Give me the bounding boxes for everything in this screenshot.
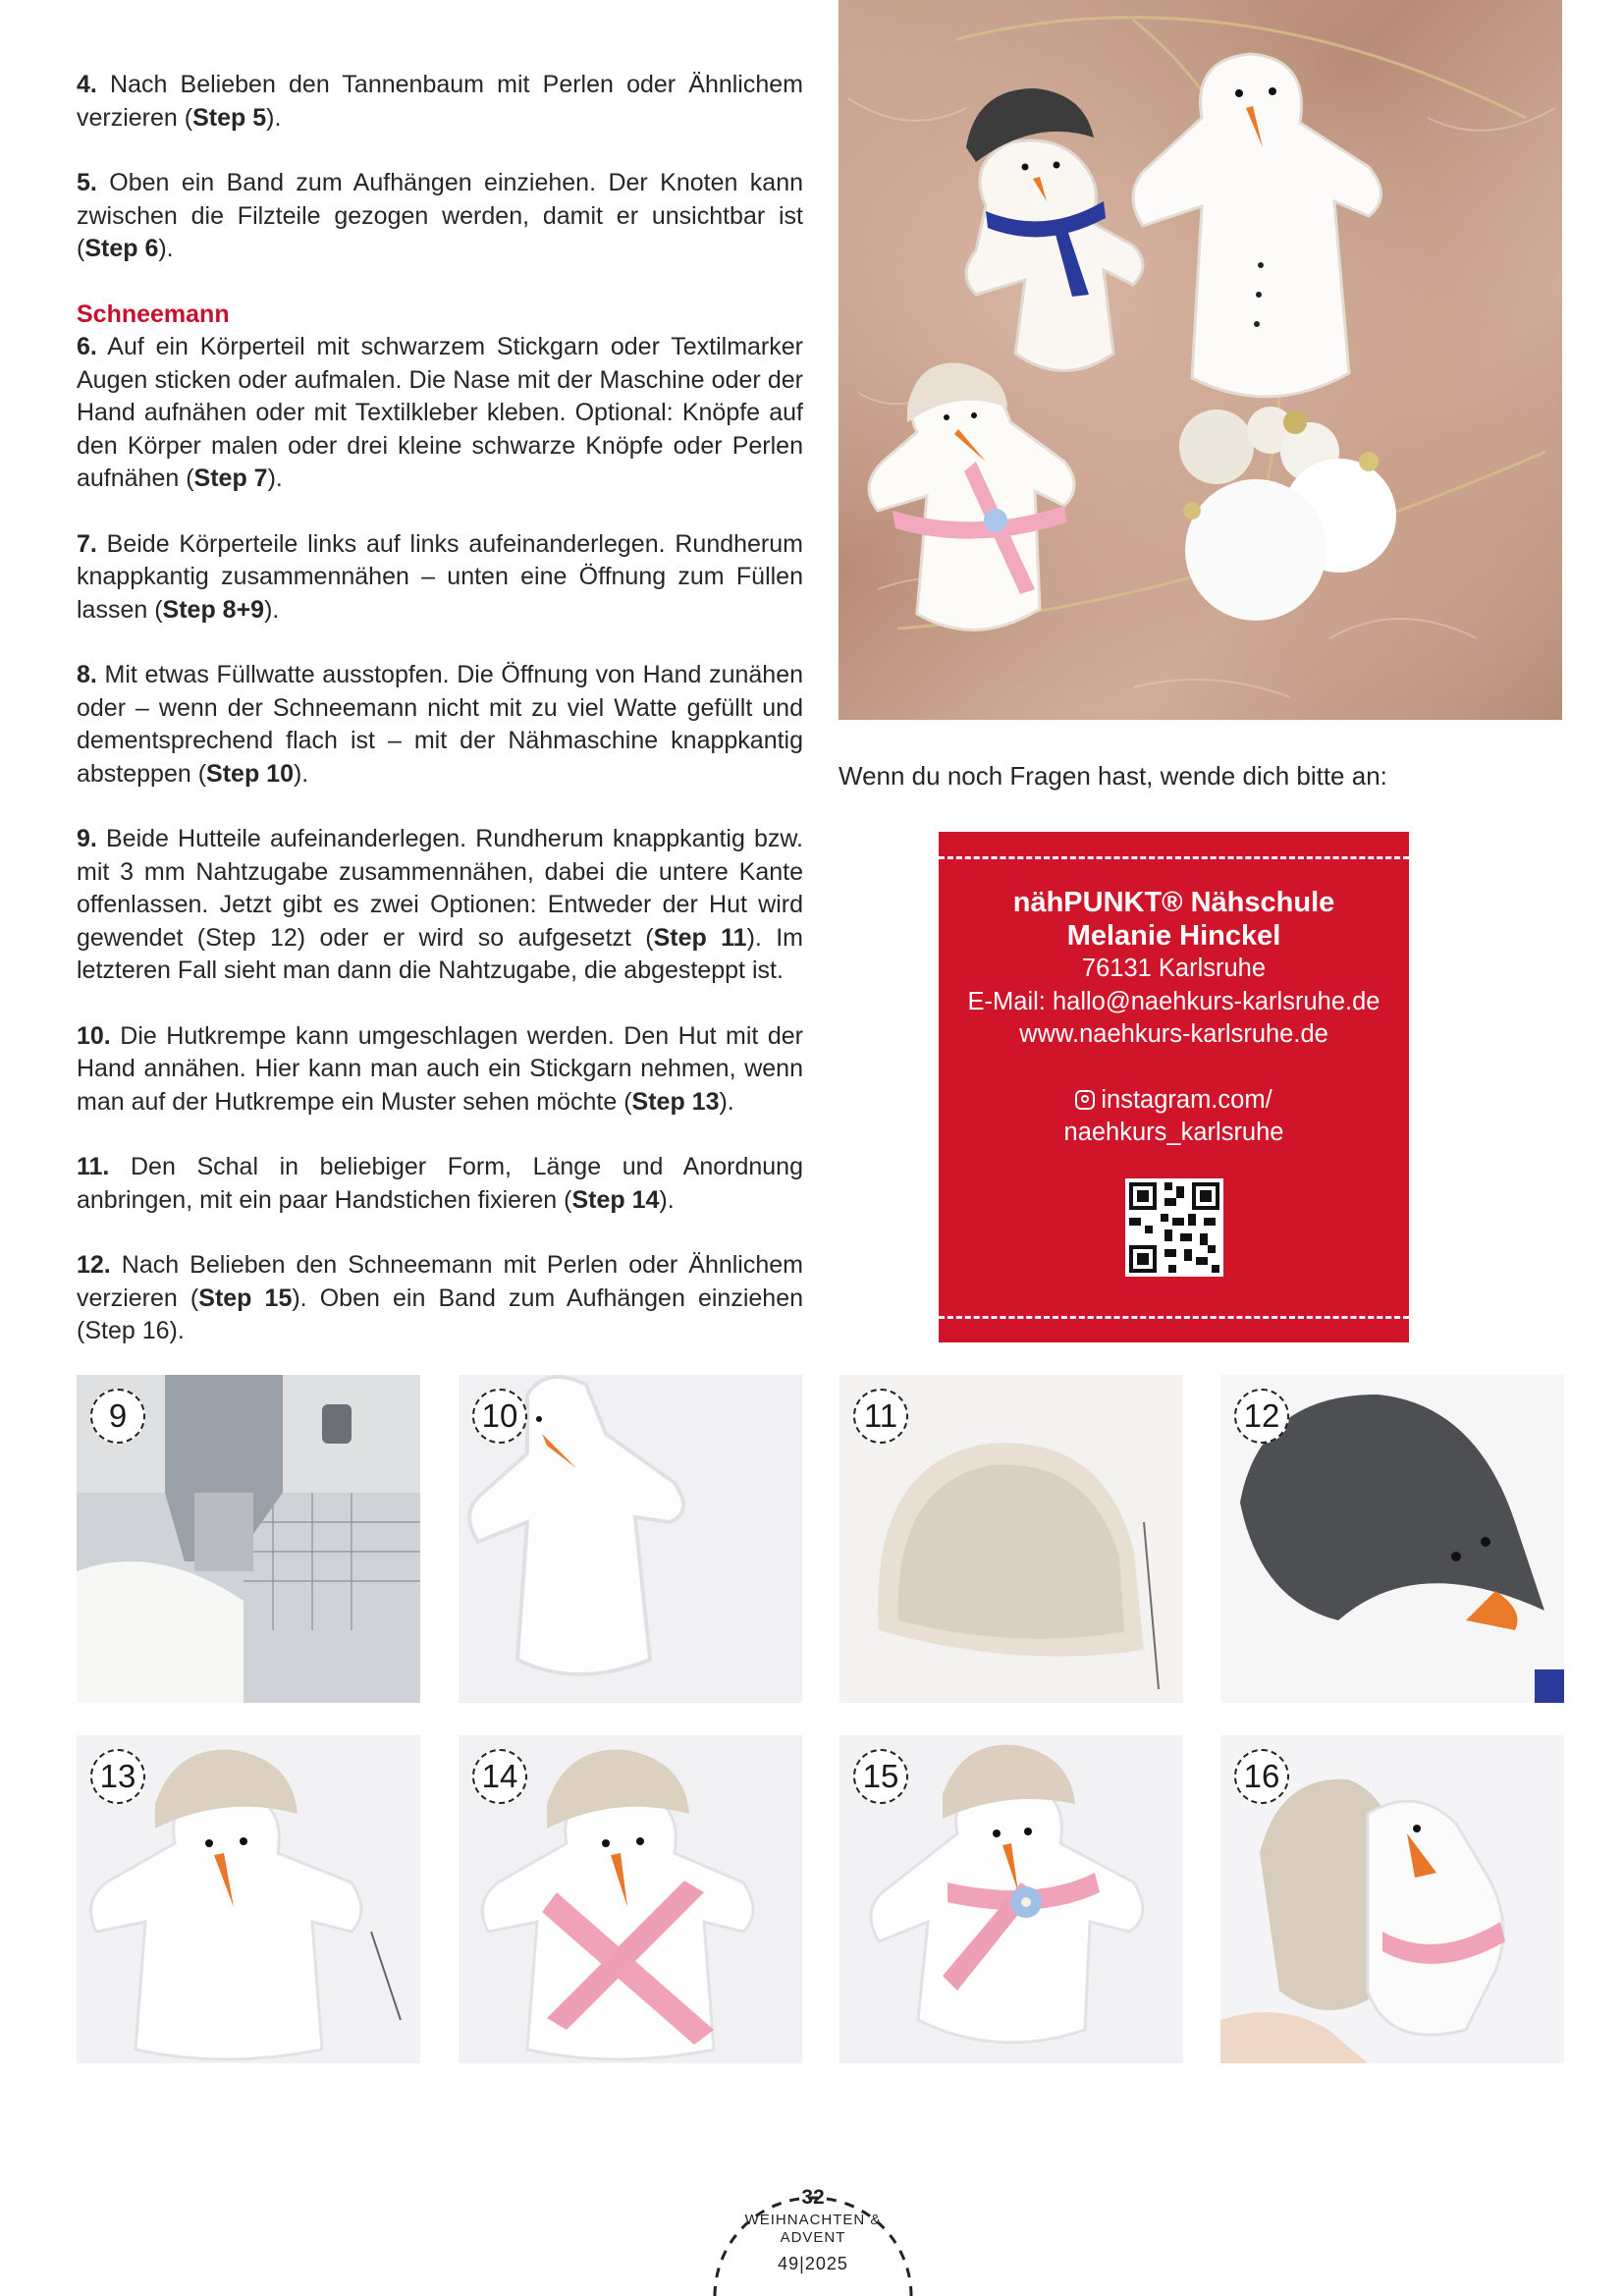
- owner-name: Melanie Hinckel: [1066, 920, 1281, 952]
- snowmen-illustration: [839, 0, 1562, 720]
- instagram-icon: [1075, 1090, 1095, 1110]
- instruction-10: 10. Die Hutkrempe kann umgeschlagen werden. Den Hut mit der Hand annähen. Hier kann man auch ein Stickgarn nehmen, wenn man auf der Hutkrempe ein Muster sehen möchte (Step 13).: [77, 1021, 803, 1116]
- instruction-6: Schneemann 6. Auf ein Körperteil mit schwarzem Stickgarn oder Textilmarker Augen sticken oder aufmalen. Die Nase mit der Maschine oder der Hand aufnähen oder mit Textilkleber kleben. Optional: Knöpfe auf den Körper malen oder drei kleine schwarze Knöpfe oder Perlen aufnähen (Step 7).: [77, 300, 803, 492]
- step-photo-14: [459, 1735, 802, 2063]
- instruction-4: 4. Nach Belieben den Tannenbaum mit Perlen oder Ähnlichem verzieren (Step 5).: [77, 71, 803, 132]
- step-badge: 16: [1234, 1749, 1289, 1804]
- step-badge: 13: [90, 1749, 145, 1804]
- contact-details: [939, 886, 1409, 1150]
- step-badge: 15: [853, 1749, 908, 1804]
- page-footer: [705, 2154, 921, 2296]
- step-photo-16: [1220, 1735, 1564, 2063]
- step-badge: 10: [472, 1389, 527, 1444]
- contact-box: [939, 832, 1409, 1342]
- dashed-divider-top: [939, 856, 1409, 859]
- step-badge: 11: [853, 1389, 908, 1444]
- step-badge: 14: [472, 1749, 527, 1804]
- instagram-handle[interactable]: naehkurs_karlsruhe: [1063, 1119, 1284, 1146]
- step-badge: 9: [90, 1389, 145, 1444]
- school-name: nähPUNKT® Nähschule: [1012, 887, 1335, 918]
- qr-code-icon[interactable]: [1125, 1178, 1223, 1277]
- contact-prompt: Wenn du noch Fragen hast, wende dich bitte an:: [839, 761, 1387, 791]
- step-photo-13: [77, 1735, 420, 2063]
- website-link[interactable]: www.naehkurs-karlsruhe.de: [1019, 1020, 1328, 1048]
- step-photo-11: [839, 1375, 1183, 1703]
- snowman-black-hat: [966, 88, 1143, 371]
- instruction-7: 7. Beide Körperteile links auf links aufeinanderlegen. Rundherum knappkantig zusammennähen – unten eine Öffnung zum Füllen lassen (Step 8+9).: [77, 529, 803, 624]
- page-number: 32: [801, 2186, 825, 2209]
- instructions-column: [77, 69, 803, 1381]
- section-heading: Schneemann: [77, 300, 230, 328]
- step-photo-15: [839, 1735, 1183, 2063]
- magazine-title: WEIHNACHTEN & ADVENT: [744, 2212, 882, 2246]
- instruction-11: 11. Den Schal in beliebiger Form, Länge und Anordnung anbringen, mit ein paar Handstichen fixieren (Step 14).: [77, 1153, 803, 1214]
- email-link[interactable]: E-Mail: hallo@naehkurs-karlsruhe.de: [967, 987, 1380, 1015]
- hero-photo: [839, 0, 1562, 720]
- step-photo-12: [1220, 1375, 1564, 1703]
- instruction-9: 9. Beide Hutteile aufeinanderlegen. Rundherum knappkantig bzw. mit 3 mm Nahtzugabe zusammennähen, dabei die untere Kante offenlassen. Jetzt gibt es zwei Optionen: Entweder der Hut wird gewendet (Step 12) oder er wird so aufgesetzt (Step 11). Im letzteren Fall sieht man dann die Nahtzugabe, die abgesteppt ist.: [77, 825, 803, 984]
- step-badge: 12: [1234, 1389, 1289, 1444]
- instruction-5: 5. Oben ein Band zum Aufhängen einziehen. Der Knoten kann zwischen die Filzteile gezogen werden, damit er unsichtbar ist (Step 6).: [77, 169, 803, 262]
- city: 76131 Karlsruhe: [1081, 955, 1267, 982]
- snowman-white: [1133, 54, 1381, 397]
- dashed-divider-bottom: [939, 1316, 1409, 1319]
- instruction-12: 12. Nach Belieben den Schneemann mit Perlen oder Ähnlichem verzieren (Step 15). Oben ein Band zum Aufhängen einziehen (Step 16).: [77, 1251, 803, 1344]
- issue-number: 49|2025: [778, 2254, 848, 2273]
- step-photo-10: [459, 1375, 802, 1703]
- instruction-8: 8. Mit etwas Füllwatte ausstopfen. Die Öffnung von Hand zunähen oder – wenn der Schneemann nicht mit zu viel Watte gefüllt und dementsprechend flach ist – mit der Nähmaschine knappkantig absteppen (Step 10).: [77, 661, 803, 788]
- instagram-link[interactable]: instagram.com/: [939, 1084, 1409, 1118]
- step-photo-9: [77, 1375, 420, 1703]
